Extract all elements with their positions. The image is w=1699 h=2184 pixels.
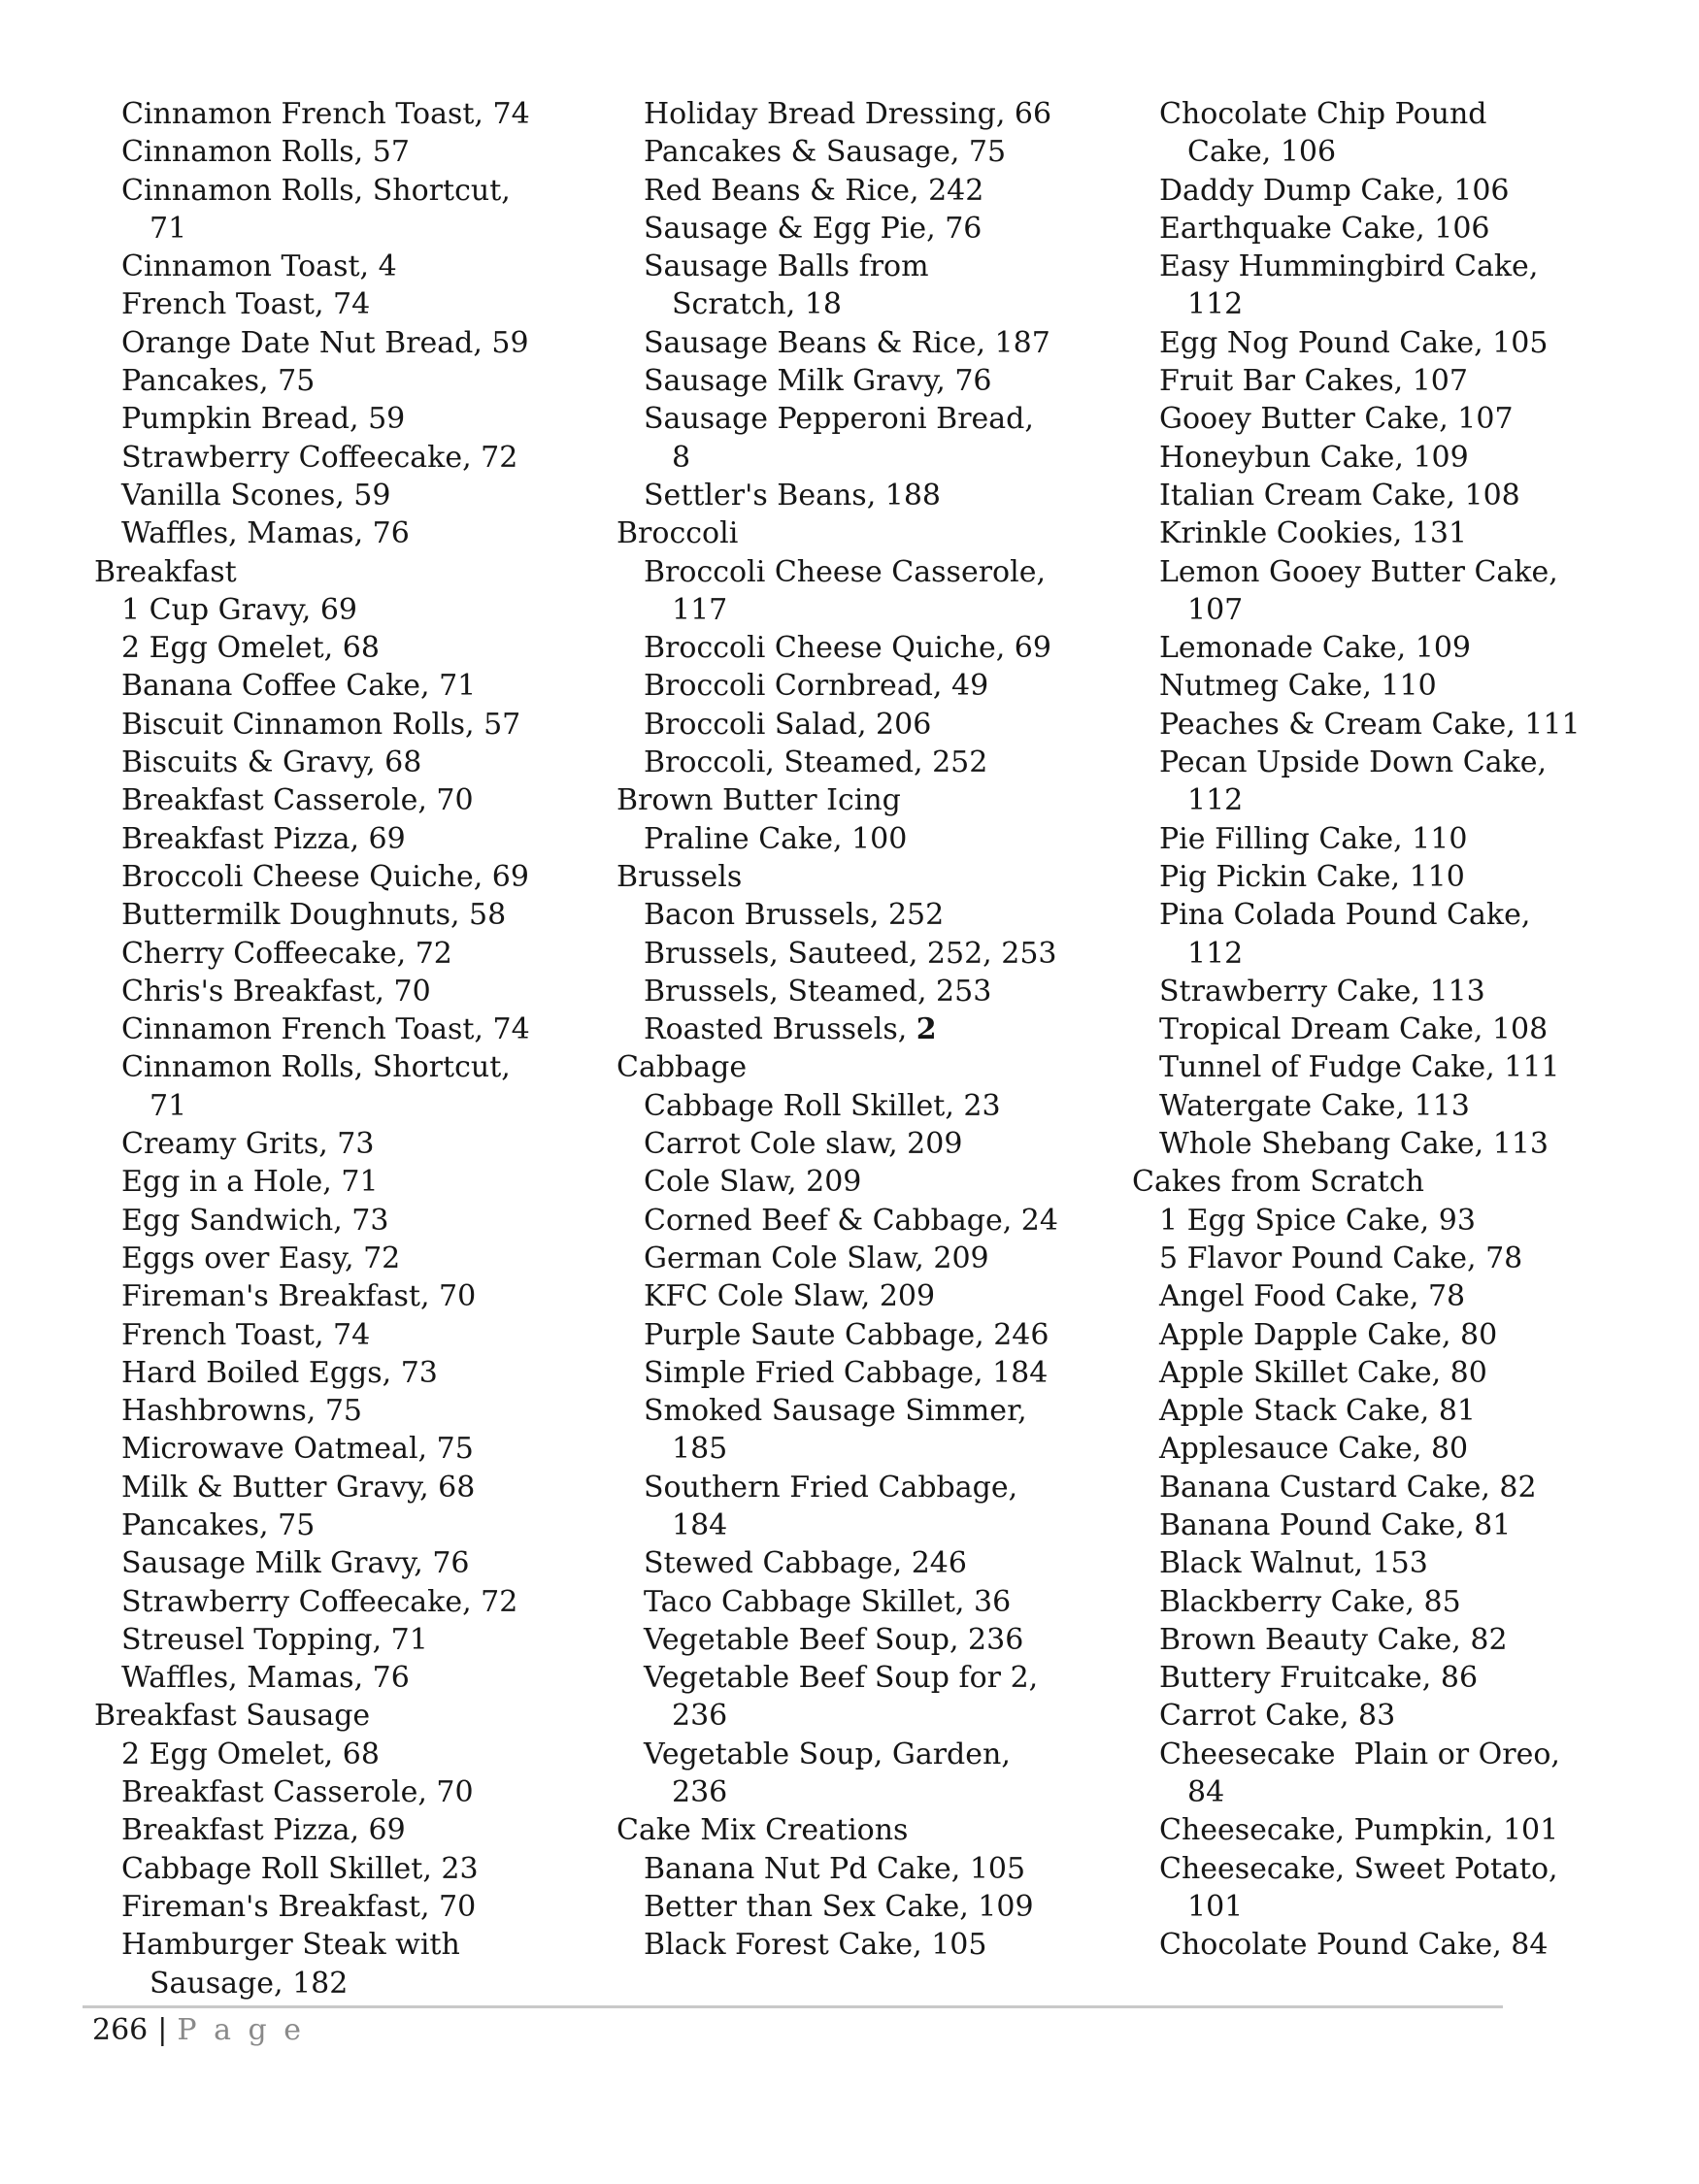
page-number: 266 xyxy=(92,2013,149,2047)
index-entry: Cabbage Roll Skillet, 23 xyxy=(121,1851,479,1886)
index-entry: Watergate Cake, 113 xyxy=(1159,1088,1470,1123)
index-entry: Cinnamon French Toast, 74 xyxy=(121,1012,530,1047)
index-entry: Brussels, Sauteed, 252, 253 xyxy=(644,936,1057,971)
index-entry: Honeybun Cake, 109 xyxy=(1159,440,1469,475)
index-entry: Earthquake Cake, 106 xyxy=(1159,211,1490,246)
footer-rule xyxy=(83,2005,1503,2008)
index-entry: Lemon Gooey Butter Cake, xyxy=(1159,554,1558,589)
index-entry: Whole Shebang Cake, 113 xyxy=(1159,1127,1549,1162)
index-entry: Easy Hummingbird Cake, xyxy=(1159,249,1539,284)
index-entry: Strawberry Cake, 113 xyxy=(1159,974,1485,1009)
index-entry: Hard Boiled Eggs, 73 xyxy=(121,1355,438,1390)
index-entry: Banana Pound Cake, 81 xyxy=(1159,1507,1512,1542)
index-column-middle xyxy=(616,95,1131,1965)
index-entry: Banana Coffee Cake, 71 xyxy=(121,669,477,704)
footer-page-label: P a g e xyxy=(177,2013,306,2047)
index-entry: Daddy Dump Cake, 106 xyxy=(1159,173,1510,208)
index-entry: Cole Slaw, 209 xyxy=(644,1165,862,1200)
index-entry: Banana Nut Pd Cake, 105 xyxy=(644,1851,1026,1886)
index-section-heading: Breakfast Sausage xyxy=(94,1699,371,1734)
index-entry: Chocolate Chip Pound xyxy=(1159,97,1487,131)
index-entry-continuation: 71 xyxy=(150,211,187,246)
index-entry: Buttermilk Doughnuts, 58 xyxy=(121,898,507,933)
index-entry-continuation: Sausage, 182 xyxy=(150,1966,349,2001)
index-entry: Purple Saute Cabbage, 246 xyxy=(644,1317,1049,1352)
index-entry: 1 Egg Spice Cake, 93 xyxy=(1159,1203,1476,1238)
index-entry: Waffles, Mamas, 76 xyxy=(121,516,410,551)
index-entry: Orange Date Nut Bread, 59 xyxy=(121,325,529,360)
index-section-heading: Cake Mix Creations xyxy=(616,1813,909,1848)
index-entry: Italian Cream Cake, 108 xyxy=(1159,478,1520,513)
index-entry: 1 Cup Gravy, 69 xyxy=(121,592,357,627)
index-entry: Strawberry Coffeecake, 72 xyxy=(121,1584,518,1619)
index-entry: Brussels, Steamed, 253 xyxy=(644,974,992,1009)
index-entry: Nutmeg Cake, 110 xyxy=(1159,669,1437,704)
index-entry: Black Forest Cake, 105 xyxy=(644,1928,987,1963)
index-entry-continuation: 236 xyxy=(672,1699,728,1734)
index-entry: Egg Nog Pound Cake, 105 xyxy=(1159,325,1549,360)
index-entry: Brown Beauty Cake, 82 xyxy=(1159,1622,1508,1657)
index-entry: Chris's Breakfast, 70 xyxy=(121,974,431,1009)
index-entry-continuation: 236 xyxy=(672,1775,728,1810)
index-entry: Broccoli, Steamed, 252 xyxy=(644,745,988,780)
index-entry: Taco Cabbage Skillet, 36 xyxy=(644,1584,1012,1619)
index-entry: Breakfast Pizza, 69 xyxy=(121,1813,406,1848)
index-entry: Peaches & Cream Cake, 111 xyxy=(1159,707,1581,742)
index-entry: Biscuit Cinnamon Rolls, 57 xyxy=(121,707,521,742)
index-entry: Vegetable Beef Soup, 236 xyxy=(644,1622,1024,1657)
index-entry: Sausage Milk Gravy, 76 xyxy=(644,364,992,399)
index-column-left xyxy=(94,95,609,2002)
index-entry: Broccoli Cornbread, 49 xyxy=(644,669,989,704)
index-entry: Pecan Upside Down Cake, xyxy=(1159,745,1548,780)
index-entry-continuation: Cake, 106 xyxy=(1187,135,1337,170)
index-entry: Cheesecake, Sweet Potato, xyxy=(1159,1851,1558,1886)
index-entry: Sausage Pepperoni Bread, xyxy=(644,402,1034,437)
index-entry-continuation: 112 xyxy=(1187,783,1244,818)
index-entry: Cabbage Roll Skillet, 23 xyxy=(644,1088,1001,1123)
index-entry-continuation: 71 xyxy=(150,1088,187,1123)
index-entry: Hamburger Steak with xyxy=(121,1928,460,1963)
index-entry: Cheesecake, Pumpkin, 101 xyxy=(1159,1813,1559,1848)
index-entry: Biscuits & Gravy, 68 xyxy=(121,745,422,780)
index-entry: Carrot Cole slaw, 209 xyxy=(644,1127,963,1162)
index-entry: Praline Cake, 100 xyxy=(644,821,908,856)
index-entry-continuation: 117 xyxy=(672,592,728,627)
index-entry: Lemonade Cake, 109 xyxy=(1159,631,1471,666)
index-column-right xyxy=(1132,95,1647,1965)
index-entry: Tunnel of Fudge Cake, 111 xyxy=(1159,1050,1560,1085)
index-entry: Corned Beef & Cabbage, 24 xyxy=(644,1203,1058,1238)
index-entry: Krinkle Cookies, 131 xyxy=(1159,516,1468,551)
index-entry: Tropical Dream Cake, 108 xyxy=(1159,1012,1549,1047)
index-entry: Breakfast Casserole, 70 xyxy=(121,1775,474,1810)
index-entry: French Toast, 74 xyxy=(121,287,371,322)
index-entry: 5 Flavor Pound Cake, 78 xyxy=(1159,1241,1523,1275)
index-entry: Pancakes & Sausage, 75 xyxy=(644,135,1007,170)
index-entry: Creamy Grits, 73 xyxy=(121,1127,375,1162)
index-entry: Breakfast Pizza, 69 xyxy=(121,821,406,856)
index-entry: Pancakes, 75 xyxy=(121,364,316,399)
index-entry: Egg in a Hole, 71 xyxy=(121,1165,379,1200)
index-entry: Broccoli Cheese Casserole, xyxy=(644,554,1046,589)
index-entry: Cheesecake Plain or Oreo, xyxy=(1159,1737,1560,1771)
index-section-heading: Broccoli xyxy=(616,516,739,551)
index-entry: Applesauce Cake, 80 xyxy=(1159,1432,1469,1467)
index-entry: Chocolate Pound Cake, 84 xyxy=(1159,1928,1549,1963)
index-entry: Cinnamon Rolls, Shortcut, xyxy=(121,173,511,208)
index-entry: Sausage Balls from xyxy=(644,249,929,284)
index-entry: Microwave Oatmeal, 75 xyxy=(121,1432,474,1467)
index-entry-continuation: 185 xyxy=(672,1432,728,1467)
index-entry: Apple Skillet Cake, 80 xyxy=(1159,1355,1487,1390)
index-section-heading: Cakes from Scratch xyxy=(1132,1165,1424,1200)
index-entry-bold-page-number: 2 xyxy=(916,1012,937,1047)
index-entry: Banana Custard Cake, 82 xyxy=(1159,1470,1537,1505)
index-entry: Pumpkin Bread, 59 xyxy=(121,402,406,437)
index-entry: Angel Food Cake, 78 xyxy=(1159,1279,1466,1314)
index-entry: Pig Pickin Cake, 110 xyxy=(1159,859,1465,894)
index-entry: Gooey Butter Cake, 107 xyxy=(1159,402,1514,437)
index-entry: 2 Egg Omelet, 68 xyxy=(121,631,380,666)
index-entry: Sausage & Egg Pie, 76 xyxy=(644,211,983,246)
index-entry: Black Walnut, 153 xyxy=(1159,1546,1428,1581)
index-entry-continuation: Scratch, 18 xyxy=(672,287,843,322)
index-entry: Waffles, Mamas, 76 xyxy=(121,1661,410,1696)
index-section-heading: Brown Butter Icing xyxy=(616,783,901,818)
index-entry: Stewed Cabbage, 246 xyxy=(644,1546,967,1581)
index-entry: Pancakes, 75 xyxy=(121,1507,316,1542)
footer-separator: | xyxy=(157,2013,168,2047)
index-entry: Breakfast Casserole, 70 xyxy=(121,783,474,818)
index-entry: Vegetable Beef Soup for 2, xyxy=(644,1661,1039,1696)
index-entry-continuation: 101 xyxy=(1187,1889,1244,1924)
index-entry: Holiday Bread Dressing, 66 xyxy=(644,97,1052,131)
index-entry: Apple Stack Cake, 81 xyxy=(1159,1394,1476,1429)
index-entry: Cinnamon Rolls, 57 xyxy=(121,135,410,170)
index-entry: Cinnamon Rolls, Shortcut, xyxy=(121,1050,511,1085)
index-entry: Broccoli Cheese Quiche, 69 xyxy=(121,859,529,894)
index-entry: Bacon Brussels, 252 xyxy=(644,898,945,933)
index-entry: Sausage Beans & Rice, 187 xyxy=(644,325,1050,360)
index-section-heading: Breakfast xyxy=(94,554,237,589)
index-entry: Cherry Coffeecake, 72 xyxy=(121,936,452,971)
index-entry: Broccoli Salad, 206 xyxy=(644,707,932,742)
index-entry: Milk & Butter Gravy, 68 xyxy=(121,1470,476,1505)
index-entry: Roasted Brussels, 2 xyxy=(644,1012,937,1047)
index-entry: Buttery Fruitcake, 86 xyxy=(1159,1661,1479,1696)
index-entry: Better than Sex Cake, 109 xyxy=(644,1889,1034,1924)
index-entry: KFC Cole Slaw, 209 xyxy=(644,1279,936,1314)
index-entry: Sausage Milk Gravy, 76 xyxy=(121,1546,470,1581)
index-entry: Southern Fried Cabbage, xyxy=(644,1470,1018,1505)
index-entry: Fireman's Breakfast, 70 xyxy=(121,1279,477,1314)
index-entry-continuation: 8 xyxy=(672,440,691,475)
index-section-heading: Cabbage xyxy=(616,1050,748,1085)
index-entry: Carrot Cake, 83 xyxy=(1159,1699,1396,1734)
index-entry: Pie Filling Cake, 110 xyxy=(1159,821,1468,856)
index-entry: 2 Egg Omelet, 68 xyxy=(121,1737,380,1771)
index-entry: Simple Fried Cabbage, 184 xyxy=(644,1355,1049,1390)
index-entry-continuation: 107 xyxy=(1187,592,1244,627)
index-entry: Fruit Bar Cakes, 107 xyxy=(1159,364,1468,399)
index-entry: Settler's Beans, 188 xyxy=(644,478,942,513)
index-entry: Cinnamon Toast, 4 xyxy=(121,249,397,284)
index-entry: Red Beans & Rice, 242 xyxy=(644,173,984,208)
index-entry: Egg Sandwich, 73 xyxy=(121,1203,389,1238)
index-entry: Broccoli Cheese Quiche, 69 xyxy=(644,631,1051,666)
index-entry-continuation: 112 xyxy=(1187,936,1244,971)
index-entry: Cinnamon French Toast, 74 xyxy=(121,97,530,131)
page-footer xyxy=(92,2011,305,2049)
index-entry: Pina Colada Pound Cake, xyxy=(1159,898,1531,933)
index-entry-continuation: 84 xyxy=(1187,1775,1225,1810)
index-entry: Streusel Topping, 71 xyxy=(121,1622,428,1657)
index-section-heading: Brussels xyxy=(616,859,743,894)
index-entry: French Toast, 74 xyxy=(121,1317,371,1352)
index-entry: Blackberry Cake, 85 xyxy=(1159,1584,1461,1619)
index-entry: Vegetable Soup, Garden, xyxy=(644,1737,1011,1771)
index-entry-continuation: 112 xyxy=(1187,287,1244,322)
index-entry: Vanilla Scones, 59 xyxy=(121,478,391,513)
index-entry: German Cole Slaw, 209 xyxy=(644,1241,989,1275)
index-entry: Hashbrowns, 75 xyxy=(121,1394,363,1429)
index-entry: Fireman's Breakfast, 70 xyxy=(121,1889,477,1924)
index-entry-continuation: 184 xyxy=(672,1507,728,1542)
index-entry: Eggs over Easy, 72 xyxy=(121,1241,401,1275)
index-entry: Smoked Sausage Simmer, xyxy=(644,1394,1027,1429)
index-entry: Strawberry Coffeecake, 72 xyxy=(121,440,518,475)
index-entry: Apple Dapple Cake, 80 xyxy=(1159,1317,1498,1352)
